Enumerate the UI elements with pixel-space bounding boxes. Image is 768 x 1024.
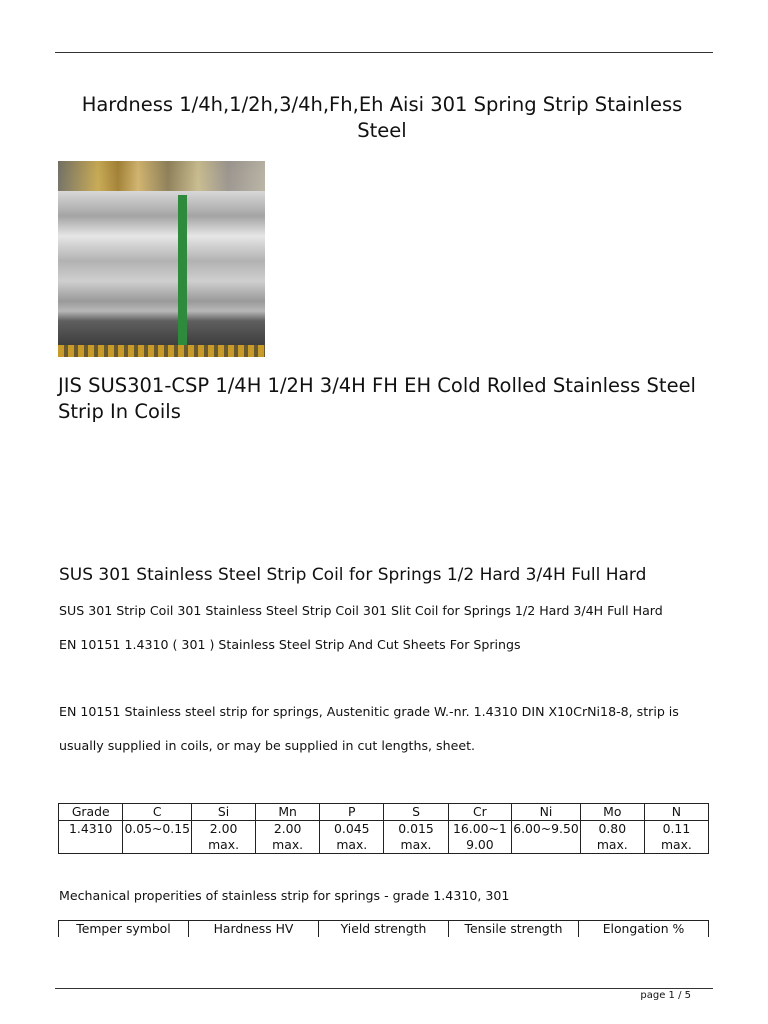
- table-header-row: [59, 921, 709, 938]
- cell-c: 0.05~0.15: [123, 821, 192, 854]
- cell-s: 0.015 max.: [384, 821, 448, 854]
- col-header-tensile-strength: Tensile strength: [449, 921, 579, 938]
- main-heading: JIS SUS301-CSP 1/4H 1/2H 3/4H FH EH Cold Rolled Stainless Steel Strip In Coils: [58, 374, 696, 423]
- cell-cr: 16.00~19.00: [448, 821, 512, 854]
- paragraph-strip-coil: SUS 301 Strip Coil 301 Stainless Steel Strip Coil 301 Slit Coil for Springs 1/2 Hard 3/4H Full Hard: [59, 603, 663, 618]
- cell-grade: 1.4310: [59, 821, 123, 854]
- col-header-elongation: Elongation %: [579, 921, 709, 938]
- paragraph-en10151-title: EN 10151 1.4310 ( 301 ) Stainless Steel Strip And Cut Sheets For Springs: [59, 637, 521, 652]
- col-header-grade: Grade: [59, 804, 123, 821]
- product-photo: [58, 161, 265, 357]
- col-header-hardness: Hardness HV: [189, 921, 319, 938]
- col-header-n: N: [644, 804, 708, 821]
- col-header-p: P: [320, 804, 384, 821]
- photo-background-boxes: [58, 161, 265, 191]
- section-heading: SUS 301 Stainless Steel Strip Coil for Springs 1/2 Hard 3/4H Full Hard: [59, 565, 647, 585]
- cell-p: 0.045 max.: [320, 821, 384, 854]
- table-row: [59, 821, 709, 854]
- col-header-si: Si: [192, 804, 256, 821]
- col-header-s: S: [384, 804, 448, 821]
- col-header-c: C: [123, 804, 192, 821]
- cell-mo: 0.80 max.: [580, 821, 644, 854]
- col-header-mo: Mo: [580, 804, 644, 821]
- photo-green-strap: [178, 195, 187, 345]
- cell-n: 0.11 max.: [644, 821, 708, 854]
- paragraph-mechanical-caption: Mechanical properities of stainless strip for springs - grade 1.4310, 301: [59, 888, 510, 903]
- col-header-cr: Cr: [448, 804, 512, 821]
- col-header-ni: Ni: [512, 804, 581, 821]
- col-header-yield-strength: Yield strength: [319, 921, 449, 938]
- paragraph-en10151-desc-line2: usually supplied in coils, or may be supplied in cut lengths, sheet.: [59, 738, 476, 753]
- page-number: page 1 / 5: [640, 990, 691, 1001]
- document-title: Hardness 1/4h,1/2h,3/4h,Fh,Eh Aisi 301 Spring Strip Stainless Steel: [81, 93, 683, 142]
- cell-si: 2.00 max.: [192, 821, 256, 854]
- paragraph-en10151-desc-line1: EN 10151 Stainless steel strip for springs, Austenitic grade W.-nr. 1.4310 DIN X10CrNi18-8, strip is: [59, 704, 679, 719]
- table-header-row: [59, 804, 709, 821]
- cell-mn: 2.00 max.: [256, 821, 320, 854]
- mechanical-properties-table: [58, 920, 709, 937]
- col-header-mn: Mn: [256, 804, 320, 821]
- photo-floor: [58, 345, 265, 357]
- col-header-temper-symbol: Temper symbol: [59, 921, 189, 938]
- header-rule: [55, 52, 713, 53]
- cell-ni: 6.00~9.50: [512, 821, 581, 854]
- chemical-composition-table: [58, 803, 709, 854]
